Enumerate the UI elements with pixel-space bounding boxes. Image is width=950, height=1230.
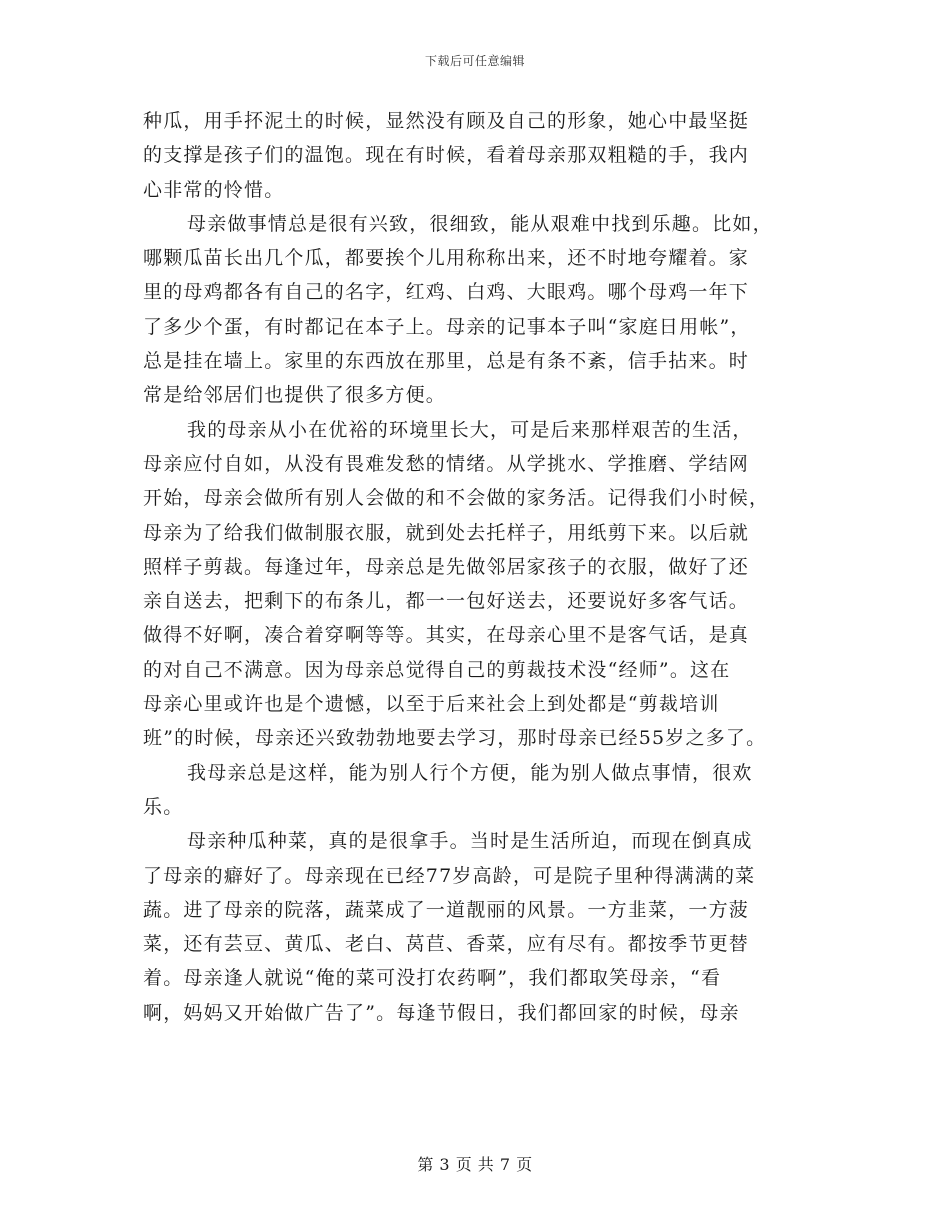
text-line: 做得不好啊，凑合着穿啊等等。其实，在母亲心里不是客气话，是真 bbox=[143, 624, 750, 647]
text-line: 了母亲的癖好了。母亲现在已经77岁高龄，可是院子里种得满满的菜 bbox=[143, 864, 756, 887]
text-line: 的对自己不满意。因为母亲总觉得自己的剪裁技术没“经师”。这在 bbox=[143, 658, 731, 681]
text-line: 班”的时候，母亲还兴致勃勃地要去学习，那时母亲已经55岁之多了。 bbox=[143, 727, 767, 750]
text-line: 常是给邻居们也提供了很多方便。 bbox=[143, 384, 447, 407]
page-header: 下载后可任意编辑 bbox=[424, 54, 525, 68]
text-line: 种瓜，用手抔泥土的时候，显然没有顾及自己的形象，她心中最坚挺 bbox=[143, 110, 750, 132]
text-line: 照样子剪裁。每逢过年，母亲总是先做邻居家孩子的衣服，做好了还 bbox=[143, 555, 750, 578]
text-line: 心非常的怜惜。 bbox=[143, 178, 285, 201]
text-line: 着。母亲逢人就说“俺的菜可没打农药啊”，我们都取笑母亲，“看 bbox=[143, 967, 722, 990]
text-line: 啊，妈妈又开始做广告了”。每逢节假日，我们都回家的时候，母亲 bbox=[143, 1001, 740, 1024]
text-line: 哪颗瓜苗长出几个瓜，都要挨个儿用称称出来，还不时地夸耀着。家 bbox=[143, 247, 750, 270]
text-line: 母亲种瓜种菜，真的是很拿手。当时是生活所迫，而现在倒真成 bbox=[187, 830, 753, 853]
text-line: 菜，还有芸豆、黄瓜、老白、莴苣、香菜，应有尽有。都按季节更替 bbox=[143, 933, 750, 956]
text-line: 里的母鸡都各有自己的名字，红鸡、白鸡、大眼鸡。哪个母鸡一年下 bbox=[143, 281, 750, 304]
text-line: 总是挂在墙上。家里的东西放在那里，总是有条不紊，信手拈来。时 bbox=[143, 350, 750, 373]
text-line: 亲自送去，把剩下的布条儿，都一一包好送去，还要说好多客气话。 bbox=[143, 590, 750, 613]
text-line: 的支撑是孩子们的温饱。现在有时候，看着母亲那双粗糙的手，我内 bbox=[143, 144, 750, 167]
text-line: 了多少个蛋，有时都记在本子上。母亲的记事本子叫“家庭日用帐”， bbox=[143, 315, 751, 338]
text-line: 我的母亲从小在优裕的环境里长大，可是后来那样艰苦的生活， bbox=[187, 418, 753, 441]
page-number-footer: 第 3 页 共 7 页 bbox=[417, 1155, 533, 1174]
text-line: 我母亲总是这样，能为别人行个方便，能为别人做点事情，很欢 bbox=[187, 761, 753, 784]
document-body bbox=[143, 104, 811, 1030]
text-line: 母亲应付自如，从没有畏难发愁的情绪。从学挑水、学推磨、学结网 bbox=[143, 452, 750, 475]
text-line: 开始，母亲会做所有别人会做的和不会做的家务活。记得我们小时候， bbox=[143, 487, 770, 510]
text-line: 乐。 bbox=[143, 795, 184, 818]
text-line: 母亲心里或许也是个遗憾，以至于后来社会上到处都是“剪裁培训 bbox=[143, 693, 720, 716]
text-line: 母亲为了给我们做制服衣服，就到处去托样子，用纸剪下来。以后就 bbox=[143, 521, 750, 544]
text-line: 蔬。进了母亲的院落，蔬菜成了一道靓丽的风景。一方韭菜，一方菠 bbox=[143, 898, 750, 921]
text-line: 母亲做事情总是很有兴致，很细致，能从艰难中找到乐趣。比如， bbox=[187, 212, 773, 235]
